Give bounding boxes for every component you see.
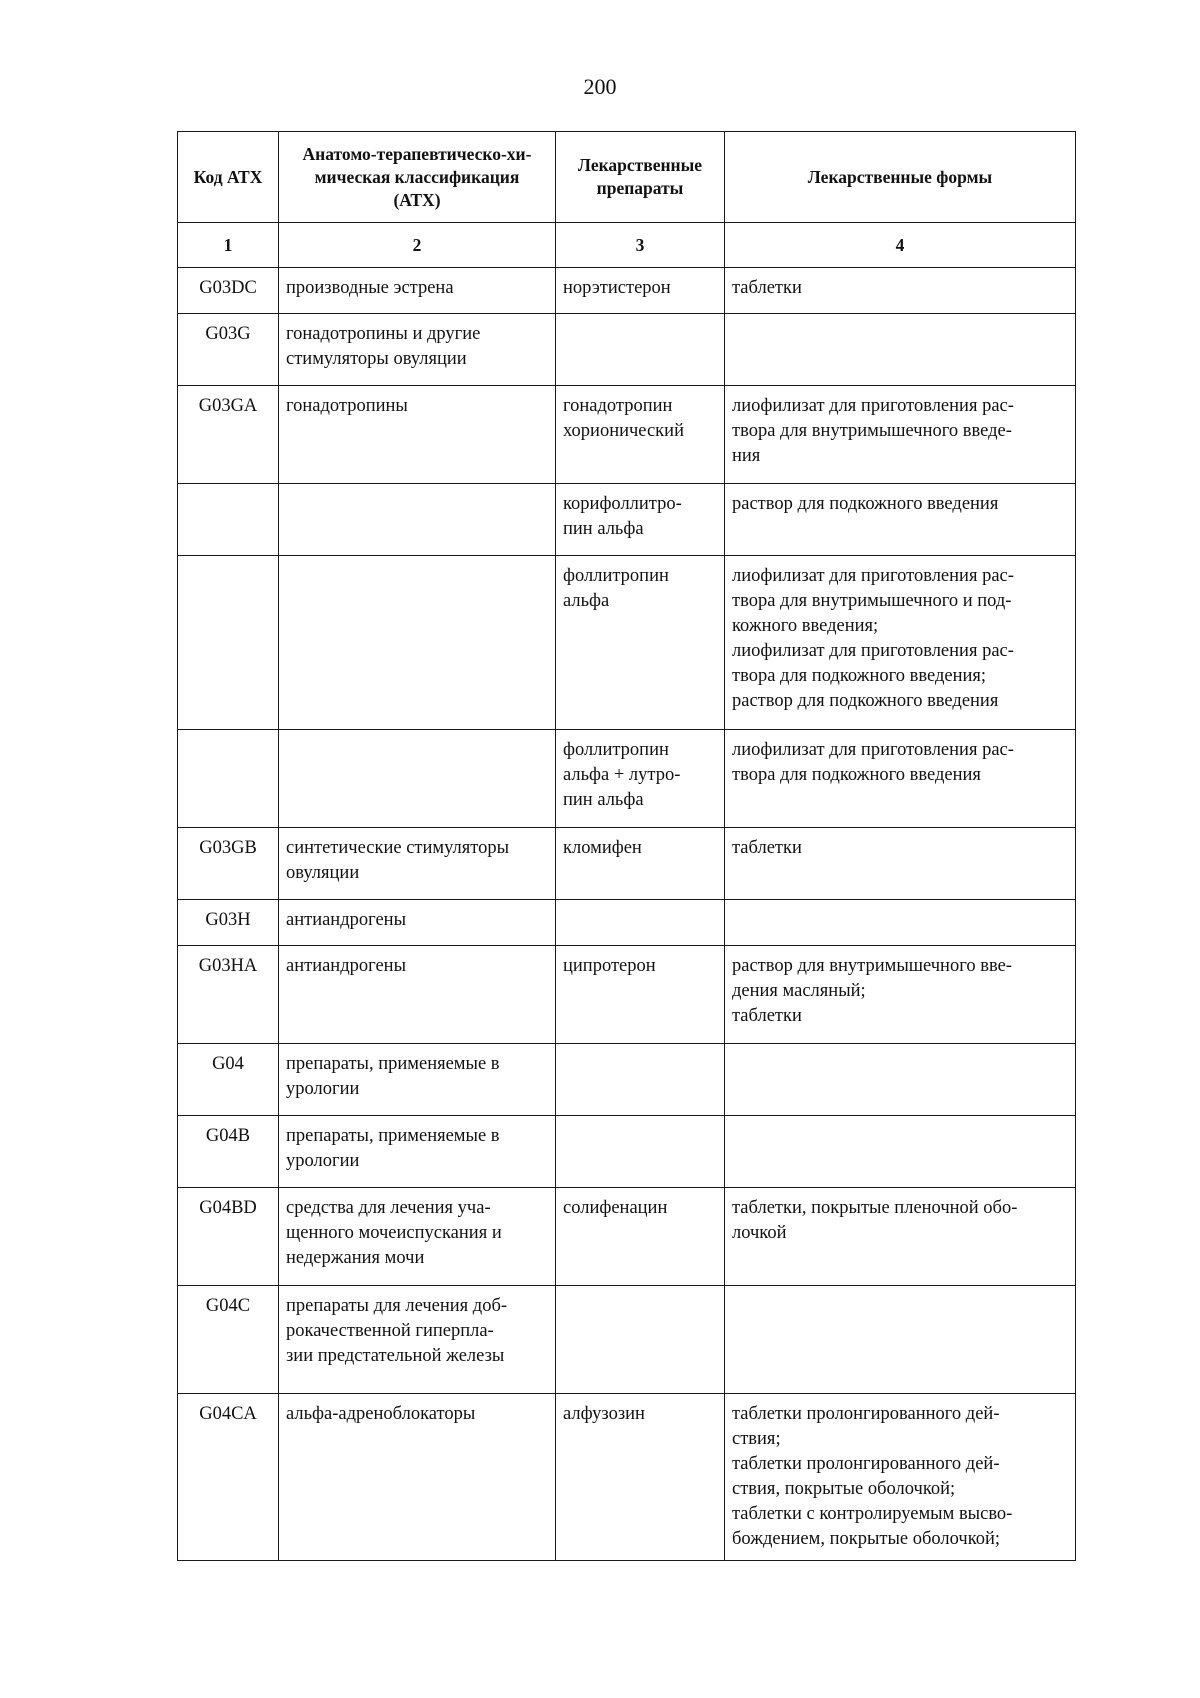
atc-code-cell: G04 — [178, 1044, 279, 1116]
drug-cell: фоллитропин альфа — [556, 556, 725, 730]
table-row — [178, 386, 1076, 484]
drug-cell: гонадотропин хорионический — [556, 386, 725, 484]
dosage-forms-cell — [725, 1044, 1076, 1116]
column-number: 2 — [279, 223, 556, 268]
drug-cell — [556, 1116, 725, 1188]
column-number: 4 — [725, 223, 1076, 268]
drug-cell — [556, 900, 725, 946]
table-row — [178, 1116, 1076, 1188]
atc-code-cell: G03H — [178, 900, 279, 946]
dosage-forms-cell: лиофилизат для приготовления рас- твора для подкожного введения — [725, 730, 1076, 828]
dosage-forms-cell: раствор для подкожного введения — [725, 484, 1076, 556]
atc-classification-cell — [279, 556, 556, 730]
atc-classification-cell: синтетические стимуляторы овуляции — [279, 828, 556, 900]
atc-code-cell: G04CA — [178, 1394, 279, 1561]
table-row — [178, 314, 1076, 386]
atc-code-cell: G04BD — [178, 1188, 279, 1286]
drug-cell: корифоллитро- пин альфа — [556, 484, 725, 556]
dosage-forms-cell: лиофилизат для приготовления рас- твора для внутримышечного введе- ния — [725, 386, 1076, 484]
table-row — [178, 946, 1076, 1044]
atc-classification-cell: препараты для лечения доб- рокачественной гиперпла- зии предстательной железы — [279, 1286, 556, 1394]
header-drugs: Лекарственные препараты — [556, 132, 725, 223]
drug-cell: кломифен — [556, 828, 725, 900]
atc-classification-cell: препараты, применяемые в урологии — [279, 1116, 556, 1188]
drug-cell — [556, 314, 725, 386]
table-row — [178, 730, 1076, 828]
table-row — [178, 1286, 1076, 1394]
table-row — [178, 1044, 1076, 1116]
column-number: 3 — [556, 223, 725, 268]
column-number-row — [178, 223, 1076, 268]
drug-cell — [556, 1286, 725, 1394]
dosage-forms-cell — [725, 900, 1076, 946]
atc-code-cell: G04C — [178, 1286, 279, 1394]
atc-classification-cell: препараты, применяемые в урологии — [279, 1044, 556, 1116]
atc-classification-cell: гонадотропины и другие стимуляторы овуляции — [279, 314, 556, 386]
drug-cell: фоллитропин альфа + лутро- пин альфа — [556, 730, 725, 828]
column-number: 1 — [178, 223, 279, 268]
atc-drug-table — [177, 131, 1076, 1561]
dosage-forms-cell: таблетки — [725, 268, 1076, 314]
atc-code-cell: G03DC — [178, 268, 279, 314]
atc-code-cell: G03G — [178, 314, 279, 386]
dosage-forms-cell: таблетки, покрытые пленочной обо- лочкой — [725, 1188, 1076, 1286]
atc-code-cell: G03GB — [178, 828, 279, 900]
dosage-forms-cell: раствор для внутримышечного вве- дения масляный; таблетки — [725, 946, 1076, 1044]
table-row — [178, 900, 1076, 946]
dosage-forms-cell: таблетки пролонгированного дей- ствия; таблетки пролонгированного дей- ствия, покрытые оболочкой; таблетки с контролируемым высво- бождением, покрытые оболочкой; — [725, 1394, 1076, 1561]
atc-code-cell: G03GA — [178, 386, 279, 484]
table-row — [178, 484, 1076, 556]
table-row — [178, 1394, 1076, 1561]
table-row — [178, 1188, 1076, 1286]
drug-cell: ципротерон — [556, 946, 725, 1044]
table-row — [178, 268, 1076, 314]
atc-code-cell: G04B — [178, 1116, 279, 1188]
table-row — [178, 828, 1076, 900]
drug-cell: норэтистерон — [556, 268, 725, 314]
atc-code-cell — [178, 484, 279, 556]
header-atc-code: Код АТХ — [178, 132, 279, 223]
drug-cell — [556, 1044, 725, 1116]
dosage-forms-cell — [725, 314, 1076, 386]
atc-classification-cell: производные эстрена — [279, 268, 556, 314]
atc-code-cell — [178, 556, 279, 730]
table-header-row — [178, 132, 1076, 223]
atc-classification-cell — [279, 484, 556, 556]
dosage-forms-cell: таблетки — [725, 828, 1076, 900]
table-row — [178, 556, 1076, 730]
drug-cell: солифенацин — [556, 1188, 725, 1286]
atc-classification-cell: антиандрогены — [279, 946, 556, 1044]
atc-classification-cell: антиандрогены — [279, 900, 556, 946]
atc-classification-cell: альфа-адреноблокаторы — [279, 1394, 556, 1561]
atc-code-cell: G03HA — [178, 946, 279, 1044]
atc-code-cell — [178, 730, 279, 828]
atc-classification-cell: гонадотропины — [279, 386, 556, 484]
atc-classification-cell — [279, 730, 556, 828]
header-atc-classification: Анатомо-терапевтическо-хи- мическая классификация (АТХ) — [279, 132, 556, 223]
page-number: 200 — [583, 74, 617, 99]
header-dosage-forms: Лекарственные формы — [725, 132, 1076, 223]
dosage-forms-cell: лиофилизат для приготовления рас- твора для внутримышечного и под- кожного введения; лиофилизат для приготовления рас- твора для подкожного введения; раствор для подкожного введения — [725, 556, 1076, 730]
dosage-forms-cell — [725, 1116, 1076, 1188]
drug-cell: алфузозин — [556, 1394, 725, 1561]
atc-classification-cell: средства для лечения уча- щенного мочеиспускания и недержания мочи — [279, 1188, 556, 1286]
dosage-forms-cell — [725, 1286, 1076, 1394]
